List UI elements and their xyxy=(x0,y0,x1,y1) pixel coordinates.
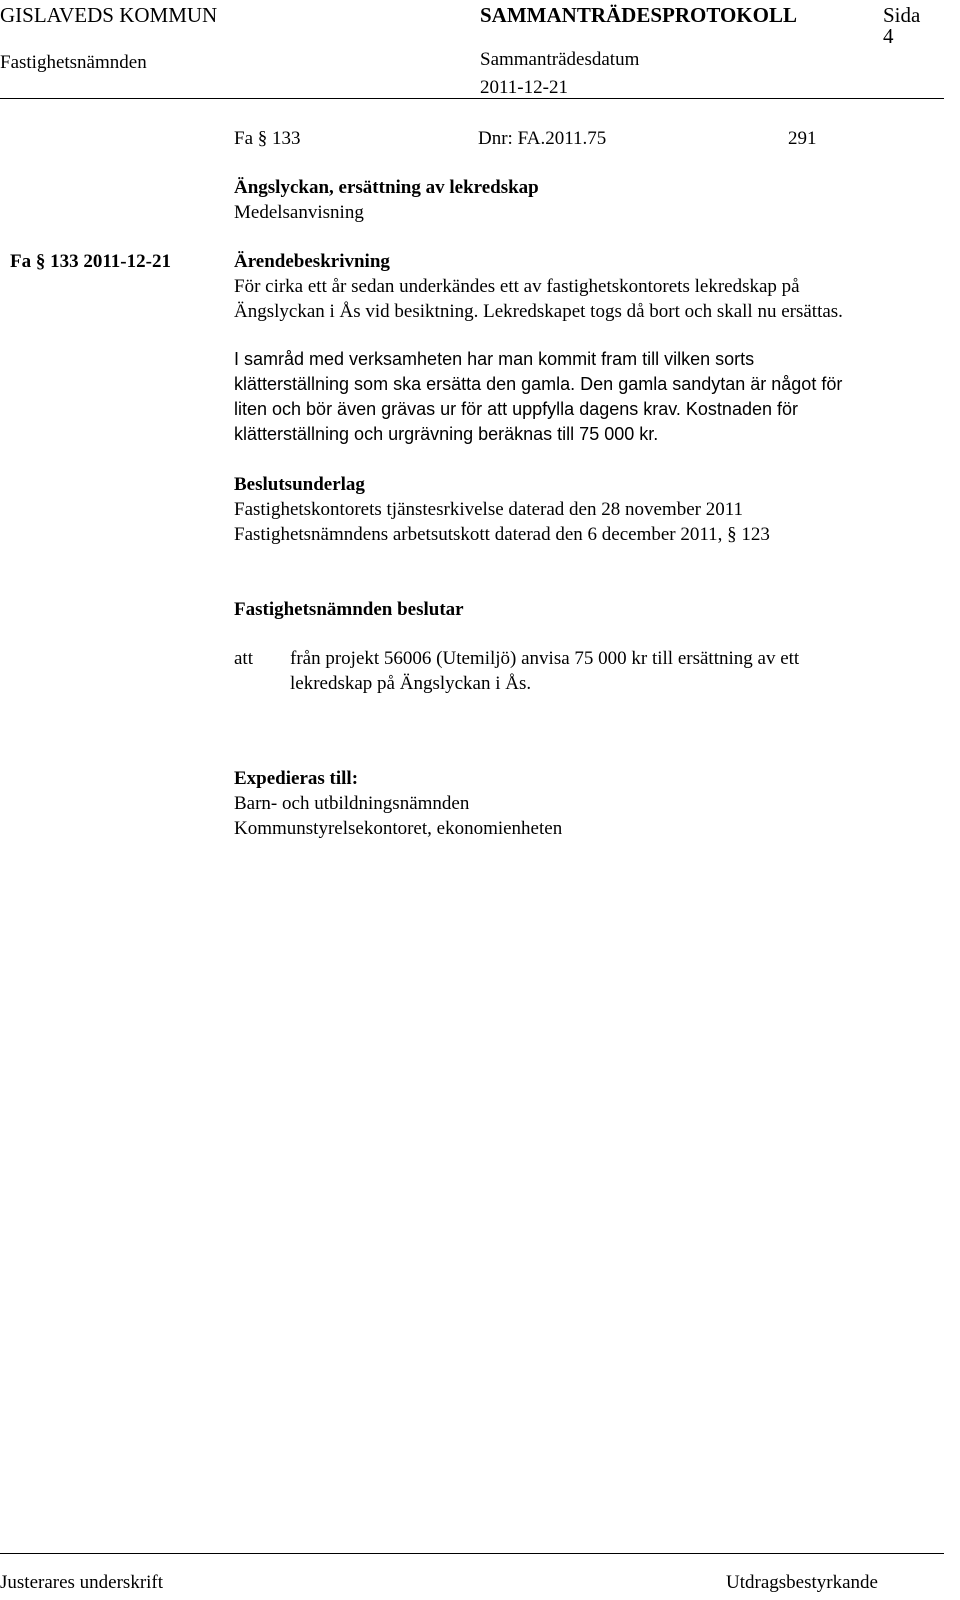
basis-item: Fastighetskontorets tjänstesrkivelse daterad den 28 november 2011 xyxy=(234,499,744,520)
description-heading: Ärendebeskrivning xyxy=(234,251,390,272)
page-number: 4 xyxy=(883,24,894,48)
dispatch-recipient: Kommunstyrelsekontoret, ekonomienheten xyxy=(234,818,563,839)
page-label: Sida xyxy=(883,3,921,27)
certification-label: Utdragsbestyrkande xyxy=(726,1572,878,1593)
board-name: Fastighetsnämnden xyxy=(0,52,147,73)
decision-att-label: att xyxy=(234,648,253,669)
dispatch-heading: Expedieras till: xyxy=(234,768,359,789)
text-line: klätterställning som ska ersätta den gamla. Den gamla sandytan är något för xyxy=(234,374,843,394)
signature-label: Justerares underskrift xyxy=(0,1572,164,1593)
basis-heading: Beslutsunderlag xyxy=(234,474,365,495)
description-paragraph-2 xyxy=(234,347,842,447)
dispatch-recipient: Barn- och utbildningsnämnden xyxy=(234,793,470,814)
decision-text xyxy=(290,646,799,696)
dispatch-list xyxy=(234,791,562,841)
header-rule xyxy=(0,98,944,99)
case-number: 291 xyxy=(788,128,817,149)
basis-item: Fastighetsnämndens arbetsutskott daterad den 6 december 2011, § 123 xyxy=(234,524,770,545)
text-line: I samråd med verksamheten har man kommit fram till vilken sorts xyxy=(234,349,755,369)
text-line: från projekt 56006 (Utemiljö) anvisa 75 000 kr till ersättning av ett xyxy=(290,648,800,669)
case-subtitle: Medelsanvisning xyxy=(234,202,364,223)
case-title: Ängslyckan, ersättning av lekredskap xyxy=(234,177,539,198)
date-label: Sammanträdesdatum xyxy=(480,49,640,70)
description-paragraph-1 xyxy=(234,274,843,324)
decision-heading: Fastighetsnämnden beslutar xyxy=(234,599,464,620)
org-name: GISLAVEDS KOMMUN xyxy=(0,3,218,27)
footer-rule xyxy=(0,1553,944,1554)
text-line: Ängslyckan i Ås vid besiktning. Lekredskapet togs då bort och skall nu ersättas. xyxy=(234,301,843,322)
text-line: För cirka ett år sedan underkändes ett av fastighetskontorets lekredskap på xyxy=(234,276,800,297)
paragraph-ref: Fa § 133 xyxy=(234,128,301,149)
meeting-date: 2011-12-21 xyxy=(480,77,568,98)
text-line: lekredskap på Ängslyckan i Ås. xyxy=(290,673,532,694)
text-line: klätterställning och urgrävning beräknas till 75 000 kr. xyxy=(234,424,659,444)
margin-ref: Fa § 133 2011-12-21 xyxy=(10,251,171,272)
dnr: Dnr: FA.2011.75 xyxy=(478,128,607,149)
text-line: liten och bör även grävas ur för att uppfylla dagens krav. Kostnaden för xyxy=(234,399,798,419)
document-type: SAMMANTRÄDESPROTOKOLL xyxy=(480,3,797,27)
basis-list xyxy=(234,497,770,547)
